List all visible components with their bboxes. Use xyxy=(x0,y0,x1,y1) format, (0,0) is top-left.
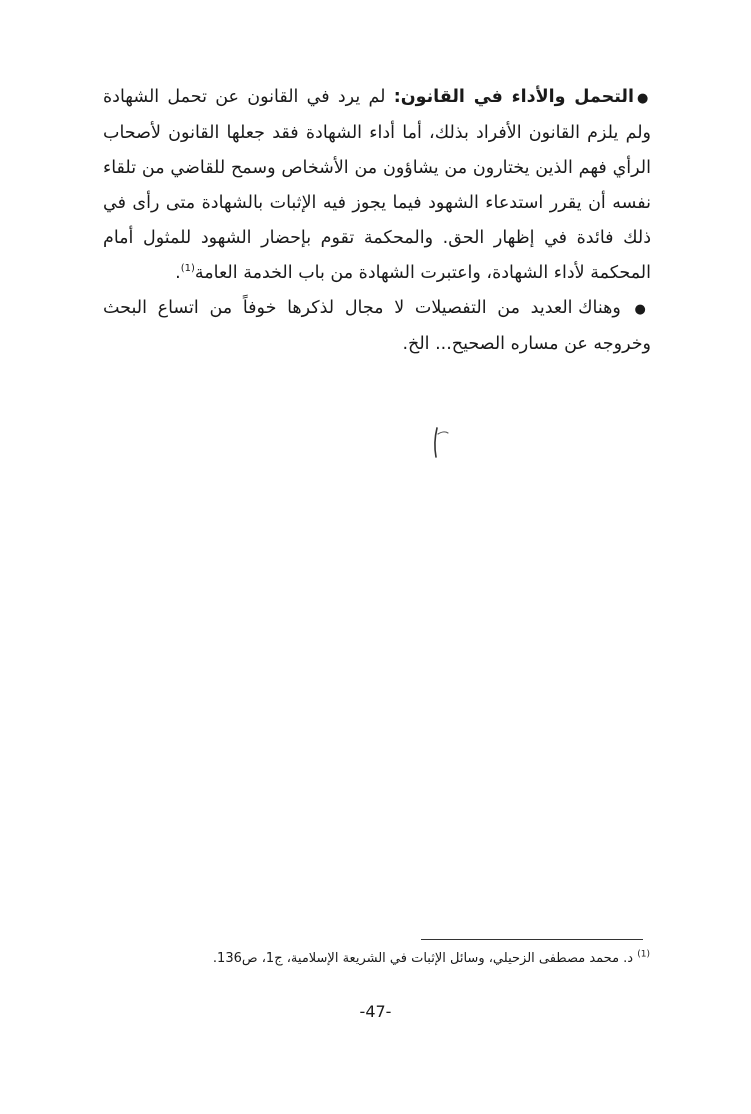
footnote-text: د. محمد مصطفى الزحيلي، وسائل الإثبات في الشريعة الإسلامية، ج1، ص136. xyxy=(212,951,634,966)
paragraph-heading: التحمل والأداء في القانون: xyxy=(393,87,634,107)
footnote-marker: (1) xyxy=(637,949,650,960)
paragraph-details xyxy=(103,291,651,362)
paragraph-testimony-law xyxy=(103,80,651,291)
footnote-separator xyxy=(421,939,643,940)
footnote xyxy=(90,948,650,970)
pen-mark-icon xyxy=(428,424,458,460)
footnote-reference: (1) xyxy=(180,263,195,275)
bullet-icon: ● xyxy=(634,302,651,317)
paragraph-text: لم يرد في القانون عن تحمل الشهادة ولم يلزم القانون الأفراد بذلك، أما أداء الشهادة فقد جعلها القانون لأصحاب الرأي فهم الذين يختارون من يشاؤون من الأشخاص وسمح للقاضي من تلقاء نفسه أن يقرر استدعاء الشهود فيما يجوز فيه الإثبات بالشهادة متى رأى في ذلك فائدة في إظهار الحق. والمحكمة تقوم بإحضار الشهود للمثول أمام المحكمة لأداء الشهادة، واعتبرت الشهادة من باب الخدمة العامة xyxy=(103,87,651,283)
paragraph-text: وهناك العديد من التفصيلات لا مجال لذكرها خوفاً من اتساع البحث وخروجه عن مساره الصحيح... الخ. xyxy=(103,298,651,354)
paragraph-end: . xyxy=(175,263,181,283)
page-number: -47- xyxy=(359,1002,392,1021)
bullet-icon: ● xyxy=(636,91,652,106)
body-text xyxy=(103,80,651,362)
